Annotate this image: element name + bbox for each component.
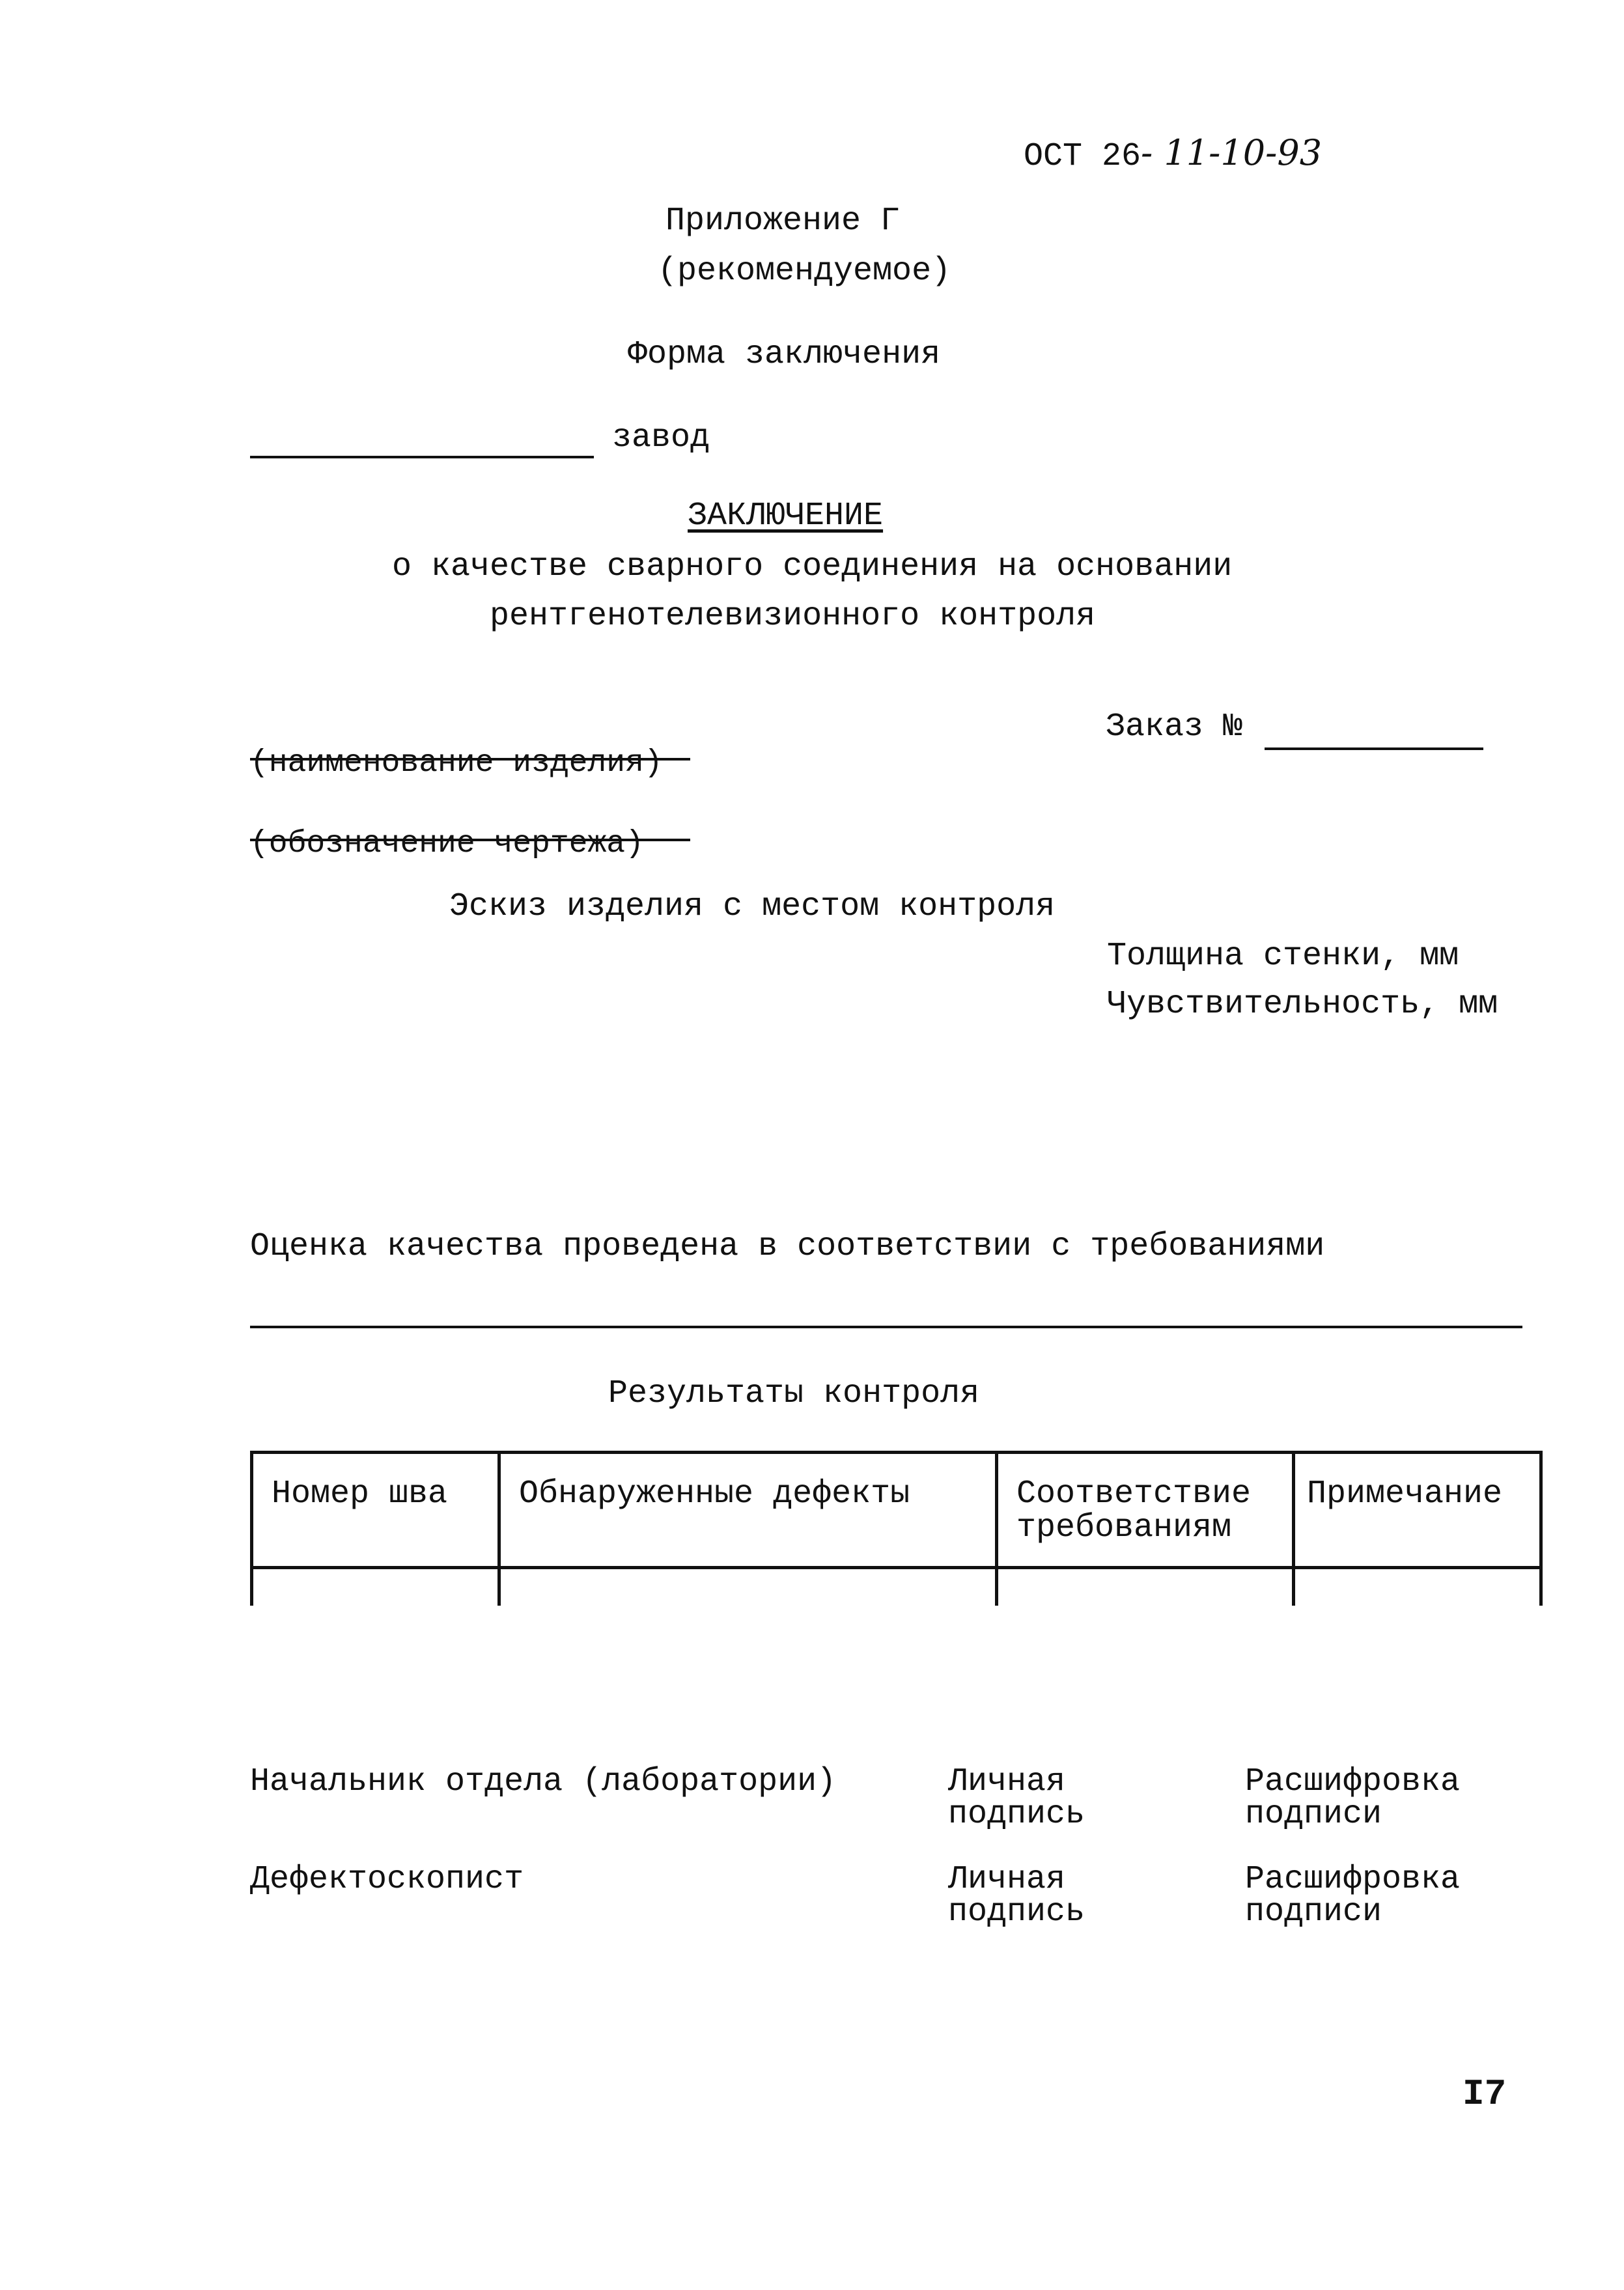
form-title: Форма заключения: [628, 336, 941, 373]
doc-code-printed: ОСТ 26: [1024, 138, 1141, 175]
wall-thickness-label: Толщина стенки, мм: [1107, 938, 1459, 975]
signature-sign-line2: подпись: [948, 1893, 1085, 1931]
signature-role-head: Начальник отдела (лаборатории): [250, 1763, 837, 1800]
signature-sign-line1: Личная: [948, 1763, 1066, 1800]
signature-role-inspector: Дефектоскопист: [250, 1861, 524, 1898]
cell-compliance[interactable]: [997, 1568, 1294, 1606]
product-name-field: [250, 736, 690, 781]
doc-code: [1024, 132, 1323, 175]
doc-code-handwritten: - 11-10-93: [1141, 132, 1323, 173]
signature-decode-line1: Расшифровка: [1245, 1763, 1461, 1800]
results-table: [250, 1451, 1543, 1606]
plant-label: завод: [612, 419, 710, 456]
product-name-caption: (наименование изделия): [250, 746, 663, 781]
cell-defects-found[interactable]: [499, 1568, 997, 1606]
appendix-title: Приложение Г: [665, 202, 901, 240]
appendix-status: (рекомендуемое): [658, 253, 951, 290]
signature-decode-line2: подписи: [1245, 1893, 1382, 1931]
conclusion-subtitle-line2: рентгенотелевизионного контроля: [490, 598, 1096, 635]
assessment-text: Оценка качества проведена в соответствии с требованиями: [250, 1228, 1325, 1265]
cell-seam-number[interactable]: [252, 1568, 499, 1606]
conclusion-subtitle-line1: о качестве сварного соединения на основании: [392, 548, 1233, 585]
page-number: I7: [1463, 2073, 1507, 2115]
signature-sign-line2: подпись: [948, 1796, 1085, 1833]
signature-decode-line1: Расшифровка: [1245, 1861, 1461, 1898]
assessment-blank-line: [250, 1326, 1522, 1328]
sensitivity-label: Чувствительность, мм: [1107, 986, 1498, 1023]
drawing-caption: (обозначение чертежа): [250, 826, 644, 861]
order-blank-line: [1265, 747, 1483, 750]
col-note: Примечание: [1294, 1453, 1541, 1568]
results-title: Результаты контроля: [608, 1375, 980, 1412]
col-compliance: Соответствие требованиям: [997, 1453, 1294, 1568]
signature-sign-line1: Личная: [948, 1861, 1066, 1898]
cell-note[interactable]: [1294, 1568, 1541, 1606]
signature-decode-line2: подписи: [1245, 1796, 1382, 1833]
conclusion-heading: ЗАКЛЮЧЕНИЕ: [688, 497, 884, 535]
order-label: Заказ №: [1106, 708, 1243, 746]
col-defects-found: Обнаруженные дефекты: [499, 1453, 997, 1568]
sketch-label: Эскиз изделия с местом контроля: [449, 888, 1056, 925]
table-row: [252, 1568, 1541, 1606]
results-header-row: [252, 1453, 1541, 1568]
col-seam-number: Номер шва: [252, 1453, 499, 1568]
drawing-field: [250, 817, 690, 862]
plant-blank-line: [250, 456, 594, 458]
